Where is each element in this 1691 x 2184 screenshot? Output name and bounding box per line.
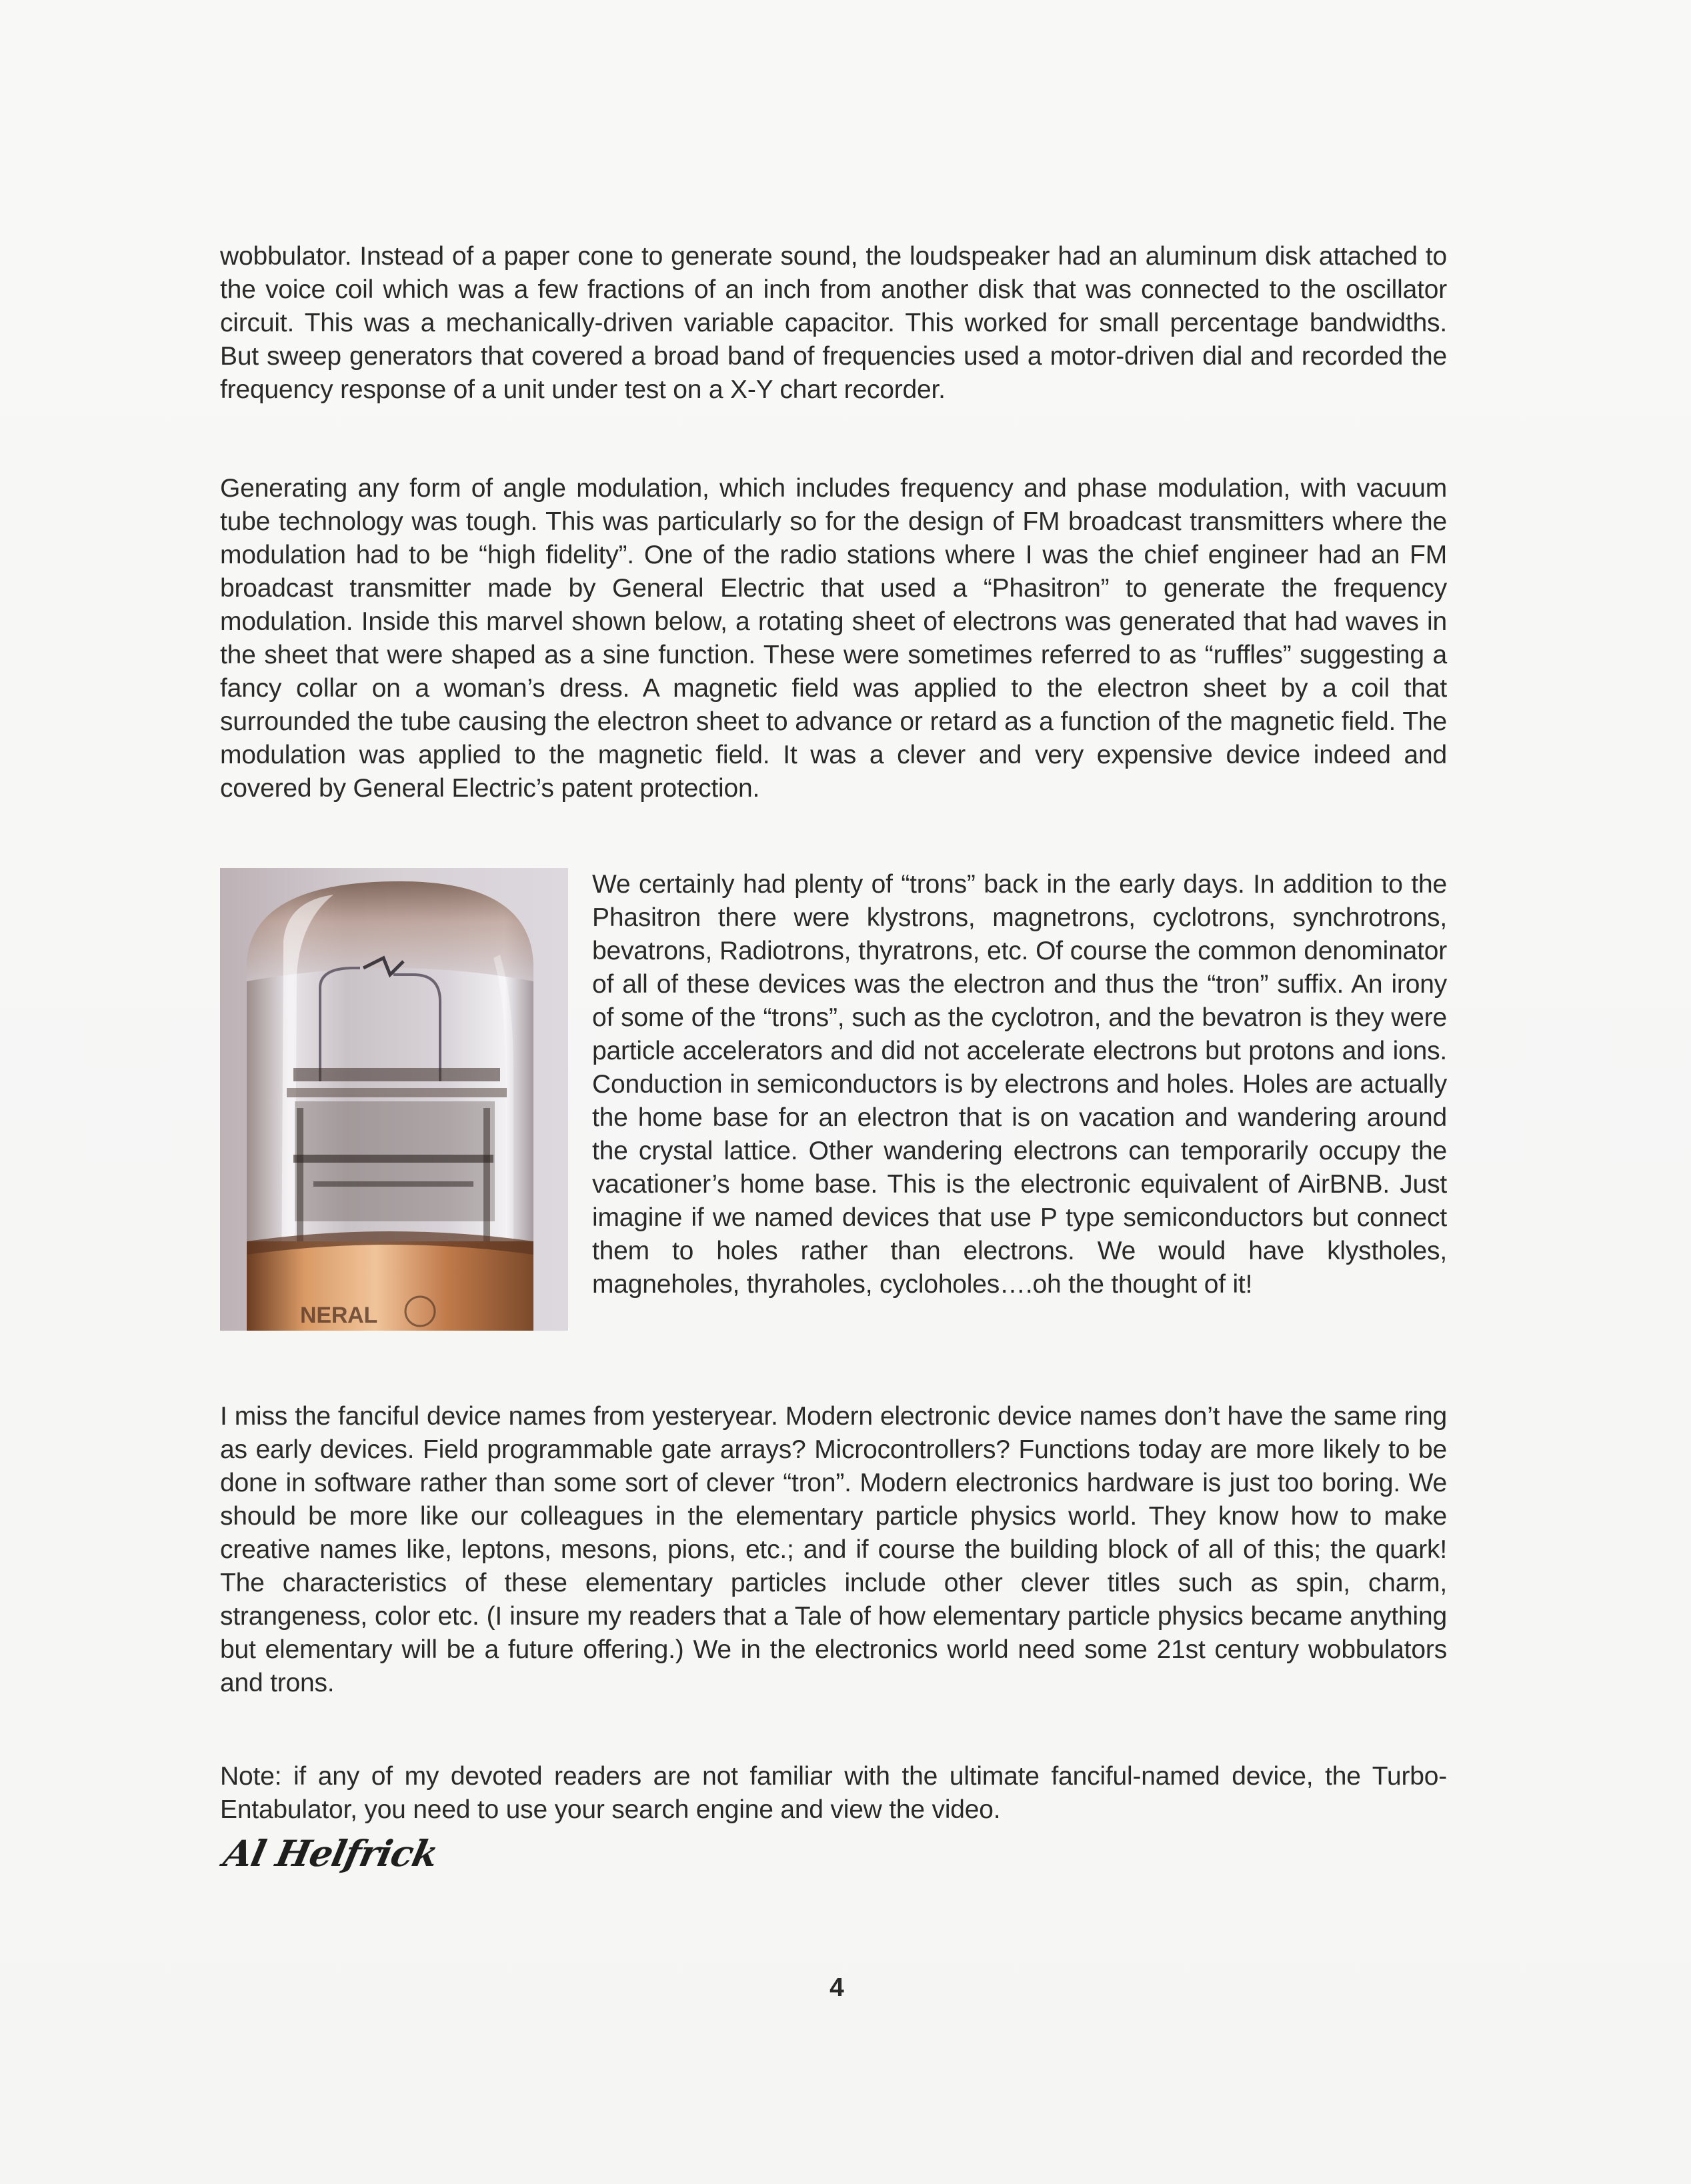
page-number: 4 [829,1973,844,2002]
phasitron-tube-photo [220,868,568,1331]
note-turbo-entabulator: Note: if any of my devoted readers are not familiar with the ultimate fanciful-named device, the Turbo-Entabulator, you need to use your search engine and view the video. [220,1762,1447,1824]
paragraph-wobbulator: wobbulator. Instead of a paper cone to generate sound, the loudspeaker had an aluminum disk attached to the voice coil which was a few fractions of an inch from another disk that was connected to the oscillator circuit. This was a mechanically-driven variable capacitor. This worked for small percentage bandwidths. But sweep generators that covered a broad band of frequencies used a motor-driven dial and recorded the frequency response of a unit under test on a X-Y chart recorder. [220,242,1447,404]
paragraph-trons: We certainly had plenty of “trons” back in the early days. In addition to the Phasitron there were klystrons, magnetrons, cyclotrons, synchrotrons, bevatrons, Radiotrons, thyratrons, etc. Of course the common denominator of all of these devices was the electron and thus the “tron” suffix. An irony of some of the “trons”, such as the cyclotron, and the bevatron is they were particle accelerators and did not accelerate electrons but protons and ions. Conduction in semiconductors is by electrons and holes. Holes are actually the home base for an electron that is on vacation and wandering around the crystal lattice. Other wandering electrons can temporarily occupy the vacationer’s home base. This is the electronic equivalent of AirBNB. Just imagine if we named devices that use P type semiconductors but connect them to holes rather than electrons. We would have klystholes, magneholes, thyraholes, cycloholes….oh the thought of it! [592,870,1447,1299]
paragraph-fanciful-names: I miss the fanciful device names from yesteryear. Modern electronic device names don’t have the same ring as early devices. Field programmable gate arrays? Microcontrollers? Functions today are more likely to be done in software rather than some sort of clever “tron”. Modern electronics hardware is just too boring. We should be more like our colleagues in the elementary particle physics world. They know how to make creative names like, leptons, mesons, pions, etc.; and if course the building block of all of this; the quark! The characteristics of these elementary particles include other clever titles such as spin, charm, strangeness, color etc. (I insure my readers that a Tale of how elementary particle physics became anything but elementary will be a future offering.) We in the electronics world need some 21st century wobbulators and trons. [220,1402,1447,1697]
author-signature: Al Helfrick [220,1832,442,1875]
tube-base-label: NERAL [300,1303,378,1328]
trons-section [220,868,1447,1331]
paragraph-angle-modulation: Generating any form of angle modulation, which includes frequency and phase modulation, with vacuum tube technology was tough. This was particularly so for the design of FM broadcast transmitters where the modulation had to be “high fidelity”. One of the radio stations where I was the chief engineer had an FM broadcast transmitter made by General Electric that used a “Phasitron” to generate the frequency modulation. Inside this marvel shown below, a rotating sheet of electrons was generated that had waves in the sheet that were shaped as a sine function. These were sometimes referred to as “ruffles” suggesting a fancy collar on a woman’s dress. A magnetic field was applied to the electron sheet by a coil that surrounded the tube causing the electron sheet to advance or retard as a function of the magnetic field. The modulation was applied to the magnetic field. It was a clever and very expensive device indeed and covered by General Electric’s patent protection. [220,474,1447,803]
